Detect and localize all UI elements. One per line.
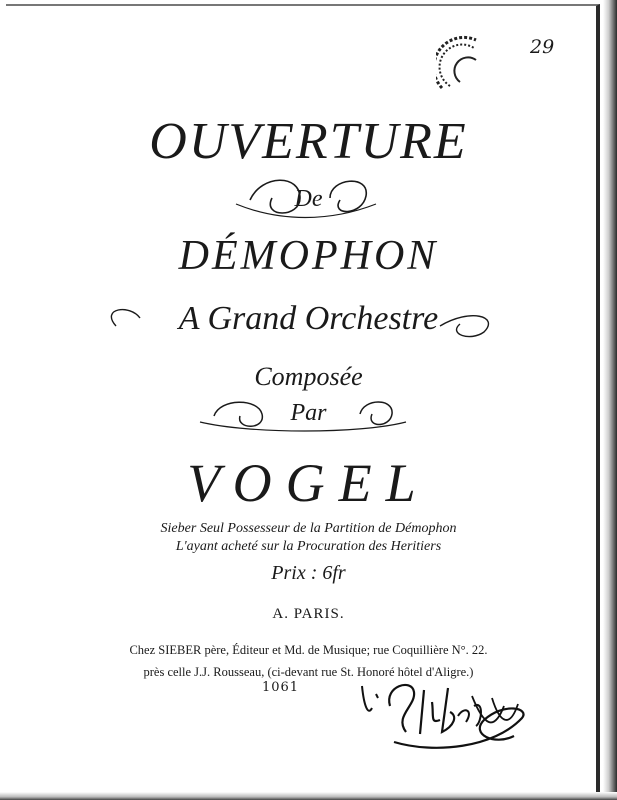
page-bottom-edge	[0, 792, 617, 800]
imprint-line-1: Chez SIEBER père, Éditeur et Md. de Musique; rue Coquillière N°. 22.	[129, 643, 488, 657]
title-ouverture: OUVERTURE	[149, 113, 468, 170]
composer-name: VOGEL	[187, 453, 430, 513]
composee-line: Composée	[254, 362, 363, 391]
imprint-line-2: près celle J.J. Rousseau, (ci-devant rue St. Honoré hôtel d'Aligre.)	[143, 665, 474, 679]
word-de: De	[294, 186, 323, 212]
work-title: DÉMOPHON	[178, 233, 439, 279]
handwritten-signature	[354, 676, 534, 756]
library-stamp-icon	[436, 34, 500, 98]
rights-note	[0, 520, 617, 556]
orchestra-flourish	[0, 298, 617, 348]
orchestra-line: A Grand Orchestre	[178, 300, 439, 337]
par-line: Par	[290, 400, 327, 426]
plate-number: 1061	[261, 680, 300, 695]
city: A. PARIS.	[272, 606, 345, 622]
price: Prix : 6fr	[271, 562, 346, 584]
folio-number: 29	[530, 36, 555, 58]
rights-note-line-1: Sieber Seul Possesseur de la Partition de Démophon	[160, 521, 457, 536]
rights-note-line-2: L'ayant acheté sur la Procuration des Heritiers	[175, 539, 442, 554]
